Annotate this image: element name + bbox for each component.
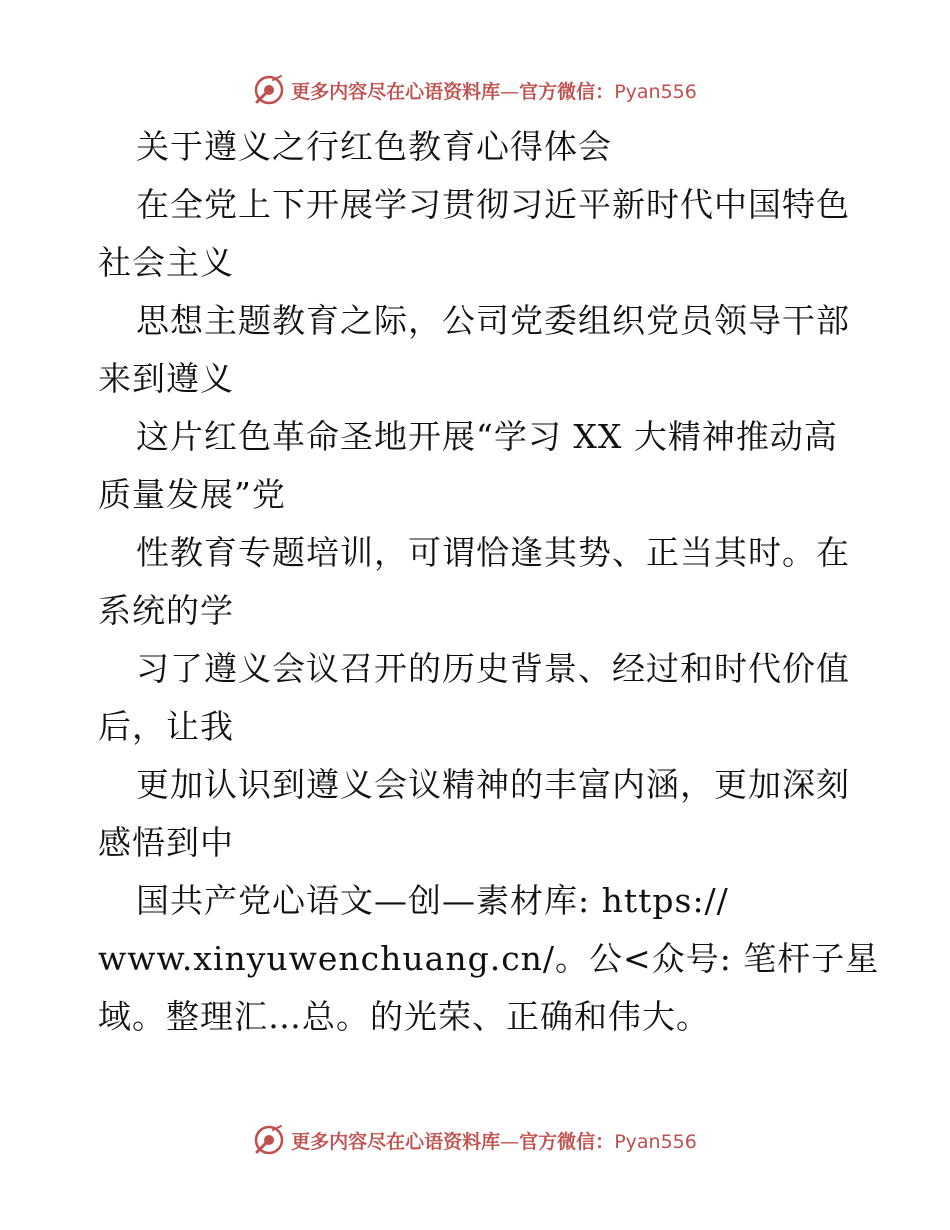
banner-brand: 更多内容尽在心语资料库 [291,1130,501,1153]
paragraph-line: 这片红色革命圣地开展“学习 XX 大精神推动高 [136,417,838,456]
paragraph-line: 后，让我 [98,707,234,746]
paragraph-line: 系统的学 [98,591,234,630]
paragraph-line: 域。整理汇…总。的光荣、正确和伟大。 [98,997,710,1036]
footer-banner-text [291,1127,697,1154]
header-banner-text [291,77,697,104]
paragraph-line: 来到遵义 [98,359,234,398]
pen-logo-icon [253,74,285,106]
banner-brand: 更多内容尽在心语资料库 [291,80,501,103]
footer-banner-content [253,1124,697,1156]
paragraph-line: 更加认识到遵义会议精神的丰富内涵，更加深刻 [136,765,850,804]
paragraph-line: 习了遵义会议召开的历史背景、经过和时代价值 [136,649,850,688]
banner-label: 官方微信： [519,1130,615,1153]
banner-separator: — [500,1130,520,1153]
paragraph-line: 性教育专题培训，可谓恰逢其势、正当其时。在 [136,533,850,572]
paragraph-line: 社会主义 [98,243,234,282]
header-banner-content [253,74,697,106]
paragraph-line: www.xinyuwenchuang.cn/。公<众号: 笔杆子星 [98,939,880,978]
document-title: 关于遵义之行红色教育心得体会 [136,127,612,166]
paragraph-line: 国共产党心语文—创—素材库: https:// [136,881,729,920]
paragraph-line: 在全党上下开展学习贯彻习近平新时代中国特色 [136,185,850,224]
banner-handle: Pyan556 [614,1130,697,1153]
banner-handle: Pyan556 [614,80,697,103]
header-banner [0,70,950,110]
document-body [98,118,880,1046]
banner-separator: — [500,80,520,103]
paragraph-line: 质量发展”党 [98,475,286,514]
footer-banner [0,1120,950,1160]
paragraph-line: 思想主题教育之际，公司党委组织党员领导干部 [136,301,850,340]
paragraph-line: 感悟到中 [98,823,234,862]
banner-label: 官方微信： [519,80,615,103]
pen-logo-icon [253,1124,285,1156]
